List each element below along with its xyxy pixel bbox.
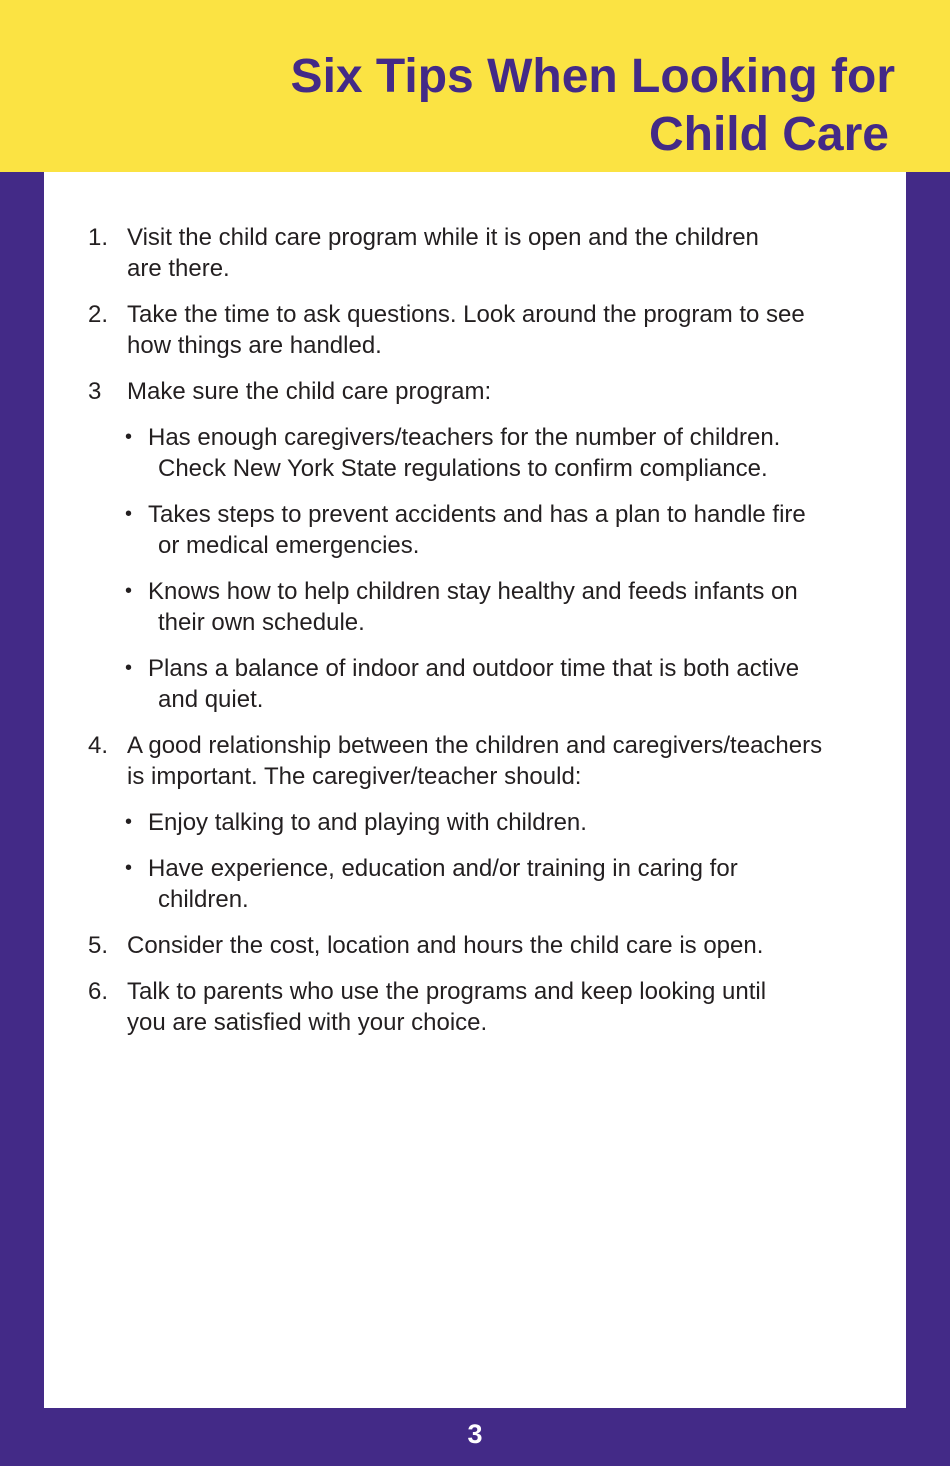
bullet-text-line-2: Check New York State regulations to confirm compliance.	[158, 455, 768, 482]
tip-text-line-1: Consider the cost, location and hours the child care is open.	[127, 932, 764, 959]
tip-item-5	[88, 930, 888, 961]
tip-item-2	[88, 299, 888, 361]
sub-bullet-item	[125, 576, 888, 638]
tip-number: 1.	[88, 224, 109, 251]
sub-bullet-item	[125, 653, 888, 715]
tip-item-3	[88, 376, 888, 407]
tip-number: 2.	[88, 301, 109, 328]
tip-item-1	[88, 222, 888, 284]
bullet-icon: •	[125, 580, 133, 602]
tip-text-line-2: you are satisfied with your choice.	[127, 1009, 488, 1036]
tip-text-line-1: A good relationship between the children and caregivers/teachers	[127, 732, 823, 759]
tip-number: 5.	[88, 932, 109, 959]
bullet-text-line-1: Knows how to help children stay healthy and feeds infants on	[148, 578, 798, 605]
bullet-text-line-2: children.	[158, 886, 249, 913]
tip-text-line-1: Talk to parents who use the programs and keep looking until	[127, 978, 767, 1005]
content-panel	[44, 172, 906, 1408]
header-banner	[0, 0, 950, 172]
tip-item-4	[88, 730, 888, 792]
tip-text-line-1: Take the time to ask questions. Look around the program to see	[127, 301, 805, 328]
bullet-text-line-1: Takes steps to prevent accidents and has a plan to handle fire	[148, 501, 806, 528]
tip-item-6	[88, 976, 888, 1038]
bullet-icon: •	[125, 811, 133, 833]
bullet-text-line-2: their own schedule.	[158, 609, 365, 636]
tip-text-line-2: is important. The caregiver/teacher should:	[127, 763, 582, 790]
bullet-text-line-2: and quiet.	[158, 686, 264, 713]
sub-bullet-item	[125, 853, 888, 915]
bullet-icon: •	[125, 857, 133, 879]
bullet-text-line-1: Has enough caregivers/teachers for the number of children.	[148, 424, 781, 451]
tip-text-line-1: Visit the child care program while it is open and the children	[127, 224, 759, 251]
bullet-text-line-1: Plans a balance of indoor and outdoor time that is both active	[148, 655, 800, 682]
page-title-line-2: Child Care	[648, 108, 889, 161]
tip-number: 3	[88, 378, 102, 405]
bullet-icon: •	[125, 503, 133, 525]
page-title-line-1: Six Tips When Looking for	[290, 50, 895, 103]
bullet-icon: •	[125, 426, 133, 448]
page-number: 3	[467, 1419, 483, 1449]
tip-number: 4.	[88, 732, 109, 759]
bullet-text-line-1: Enjoy talking to and playing with children.	[148, 809, 587, 836]
page-title	[291, 48, 895, 164]
tip-text-line-2: how things are handled.	[127, 332, 382, 359]
sub-bullet-item	[125, 807, 888, 838]
bullet-icon: •	[125, 657, 133, 679]
tips-list	[88, 222, 888, 1053]
bullet-text-line-2: or medical emergencies.	[158, 532, 420, 559]
sub-bullet-item	[125, 499, 888, 561]
tip-text-line-1: Make sure the child care program:	[127, 378, 492, 405]
tip-number: 6.	[88, 978, 109, 1005]
bullet-text-line-1: Have experience, education and/or training in caring for	[148, 855, 738, 882]
sub-bullet-item	[125, 422, 888, 484]
tip-text-line-2: are there.	[127, 255, 230, 282]
